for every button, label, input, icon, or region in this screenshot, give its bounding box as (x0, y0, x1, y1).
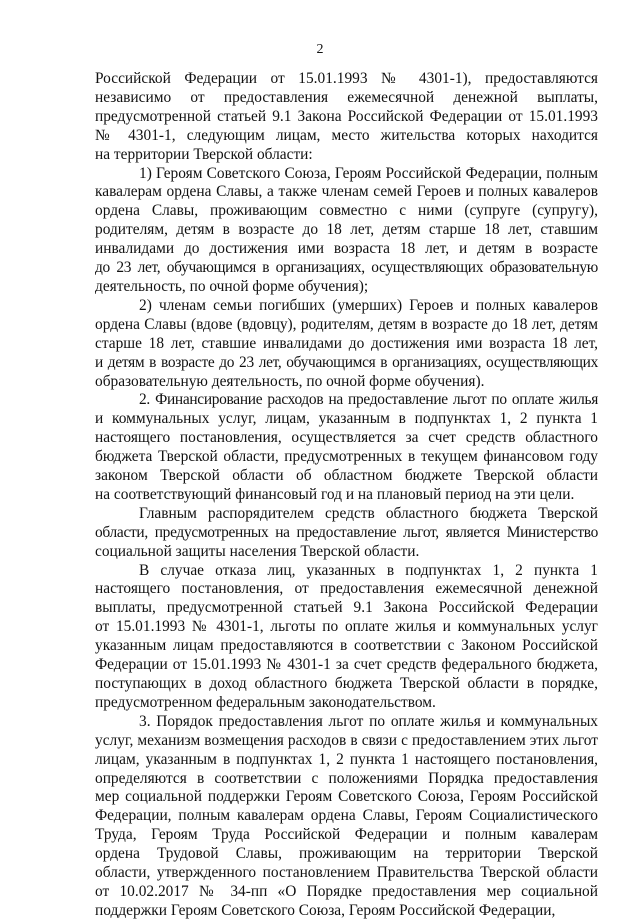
text-line: и детям в возрасте до 23 лет, обучающимся в организациях, осуществляющих (95, 353, 598, 371)
text-line: до 23 лет, обучающимся в организациях, осуществляющих образовательную (95, 259, 598, 277)
text-line: области, утвержденного постановлением Правительства Тверской области (95, 864, 598, 882)
text-line: настоящего постановления, осуществляется за счет средств областного (95, 429, 598, 447)
text-line: 2. Финансирование расходов на предоставление льгот по оплате жилья (139, 391, 598, 409)
text-line: предусмотренном федеральным законодательством. (95, 693, 436, 711)
text-line: Федерации, полным кавалерам ордена Славы, Героям Социалистического (95, 807, 598, 825)
text-line: ордена Славы (вдове (вдовцу), родителям, детям в возрасте до 18 лет, детям (95, 315, 598, 333)
text-line: Труда, Героям Труда Российской Федерации и полным кавалерам (95, 826, 598, 844)
text-line: ордена Славы, проживающим совместно с ними (супруге (супругу), (95, 202, 598, 220)
paragraph (95, 391, 598, 504)
text-line: кавалерам ордена Славы, а также членам семей Героев и полных кавалеров (95, 183, 598, 201)
text-line: образовательную деятельность, по очной форме обучения). (95, 372, 485, 390)
paragraph (95, 713, 598, 921)
text-line: от 15.01.1993 № 4301-1, льготы по оплате жилья и коммунальных услуг (95, 618, 598, 636)
text-line: родителям, детям в возрасте до 18 лет, детям старше 18 лет, ставшим (95, 221, 598, 239)
text-line: и коммунальных услуг, лицам, указанным в подпунктах 1, 2 пункта 1 (95, 410, 598, 428)
text-line: указанным лицам предоставляются в соответствии с Законом Российской (95, 637, 598, 655)
text-line: предусмотренной статьей 9.1 Закона Российской Федерации от 15.01.1993 (95, 107, 598, 125)
text-line: 3. Порядок предоставления льгот по оплате жилья и коммунальных (139, 712, 598, 730)
text-line: независимо от предоставления ежемесячной денежной выплаты, (95, 88, 598, 106)
text-line: поддержки Героям Советского Союза, Героям Российской Федерации, (95, 901, 556, 919)
text-line: услуг, механизм возмещения расходов в связи с предоставлением этих льгот (95, 731, 598, 749)
text-line: старше 18 лет, ставшие инвалидами до достижения ими возраста 18 лет, (95, 334, 598, 352)
text-line: Главным распорядителем средств областного бюджета Тверской (139, 504, 598, 522)
page-number: 2 (316, 42, 324, 57)
text-line: определяются в соответствии с положениями Порядка предоставления (95, 769, 598, 787)
text-line: выплаты, предусмотренной статьей 9.1 Закона Российской Федерации (95, 599, 598, 617)
text-line: на территории Тверской области: (95, 145, 313, 163)
text-line: поступающих в доход областного бюджета Тверской области в порядке, (95, 675, 598, 692)
text-line: ордена Трудовой Славы, проживающим на территории Тверской (95, 845, 598, 863)
text-line: на соответствующий финансовый год и на плановый период на эти цели. (95, 485, 575, 503)
paragraph (95, 70, 598, 165)
paragraph (95, 562, 598, 713)
text-line: мер социальной поддержки Героям Советского Союза, Героям Российской (95, 788, 598, 806)
text-line: области, предусмотренных на предоставление льгот, является Министерство (95, 523, 598, 541)
text-line: социальной защиты населения Тверской области. (95, 542, 420, 560)
text-line: лицам, указанным в подпунктах 1, 2 пункта 1 настоящего постановления, (95, 750, 598, 768)
document-body (95, 70, 598, 921)
text-line: от 10.02.2017 № 34-пп «О Порядке предоставления мер социальной (95, 882, 598, 900)
text-line: 1) Героям Советского Союза, Героям Российской Федерации, полным (139, 164, 598, 182)
paragraph (95, 165, 598, 297)
text-line: настоящего постановления, от предоставления ежемесячной денежной (95, 580, 598, 598)
text-line: бюджета Тверской области, предусмотренных в текущем финансовом году (95, 448, 598, 466)
text-line: Российской Федерации от 15.01.1993 № 4301-1), предоставляются (95, 70, 598, 87)
text-line: инвалидами до достижения ими возраста 18 лет, и детям в возрасте (95, 240, 598, 258)
paragraph (95, 505, 598, 562)
text-line: деятельность, по очной форме обучения); (95, 277, 369, 295)
text-line: законом Тверской области об областном бюджете Тверской области (95, 467, 598, 485)
text-line: № 4301-1, следующим лицам, место жительства которых находится (95, 126, 598, 144)
text-line: В случае отказа лиц, указанных в подпунктах 1, 2 пункта 1 (139, 561, 598, 579)
text-line: Федерации от 15.01.1993 № 4301-1 за счет средств федерального бюджета, (95, 656, 598, 674)
paragraph (95, 297, 598, 392)
text-line: 2) членам семьи погибших (умерших) Героев и полных кавалеров (139, 296, 598, 314)
